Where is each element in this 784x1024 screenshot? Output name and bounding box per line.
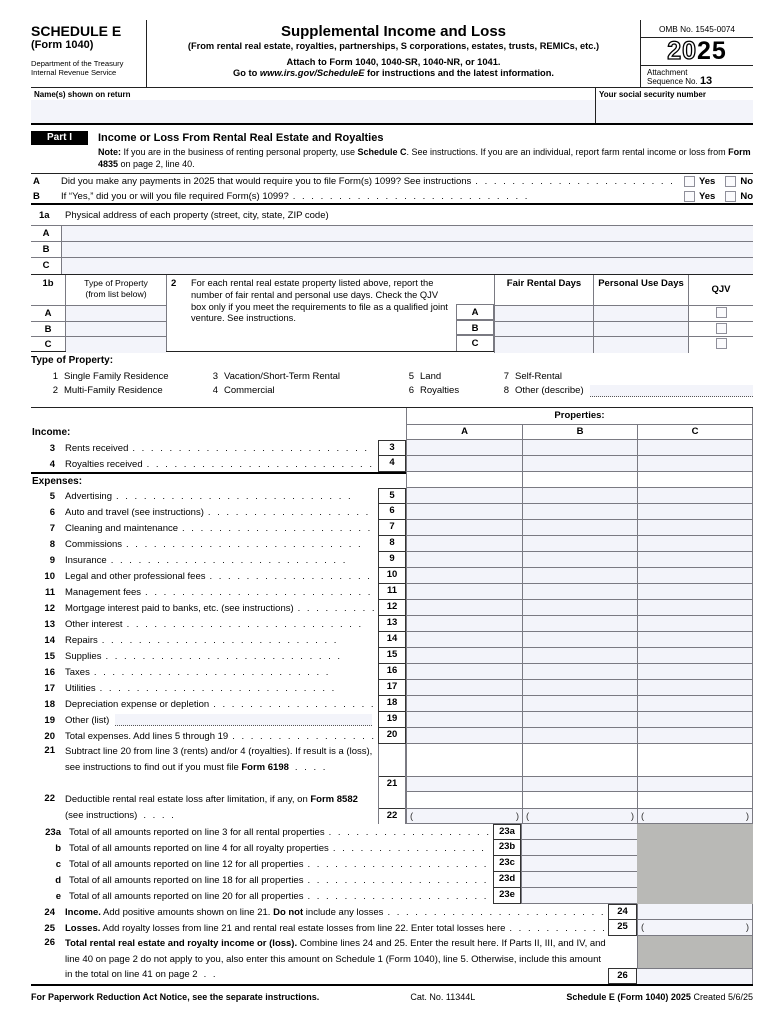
fair-rental-days-column bbox=[494, 275, 593, 351]
line-10-input-a[interactable] bbox=[406, 568, 522, 584]
line-8-input-a[interactable] bbox=[406, 536, 522, 552]
line-23d-row: d Total of all amounts reported on line 18 for all properties . 23d bbox=[31, 872, 753, 888]
line-14-input-b[interactable] bbox=[522, 632, 637, 648]
type-row-labels bbox=[31, 275, 65, 351]
line-22-input-b[interactable]: ( ) bbox=[523, 808, 637, 824]
line-7-input-c[interactable] bbox=[637, 520, 753, 536]
line-2-instruction bbox=[166, 275, 456, 351]
line-17-input-c[interactable] bbox=[637, 680, 753, 696]
row-label: B bbox=[31, 322, 65, 338]
line-4-row: 4 Royalties received . 4 bbox=[31, 456, 753, 472]
personal-use-days-column bbox=[593, 275, 688, 351]
line-19-other-input[interactable] bbox=[115, 714, 372, 726]
line-6-input-c[interactable] bbox=[637, 504, 753, 520]
personal-days-input-b[interactable] bbox=[593, 322, 688, 338]
dot-leader bbox=[132, 443, 374, 454]
omb-number: OMB No. 1545-0074 bbox=[641, 20, 753, 38]
line-7-input-b[interactable] bbox=[522, 520, 637, 536]
yes-label: Yes bbox=[698, 190, 716, 202]
line-4-input-b[interactable] bbox=[522, 456, 637, 472]
income-section-label: Income: bbox=[32, 427, 71, 438]
form-title: Supplemental Income and Loss bbox=[280, 23, 507, 40]
line-11-input-b[interactable] bbox=[522, 584, 637, 600]
line-23b-input[interactable] bbox=[521, 840, 637, 856]
line-19-row: 19 Other (list) 19 bbox=[31, 712, 753, 728]
line-20-input-b[interactable] bbox=[522, 728, 637, 744]
days-row-labels bbox=[456, 275, 494, 351]
line-5-input-b[interactable] bbox=[522, 488, 637, 504]
line-15-row: 15 Supplies . 15 bbox=[31, 648, 753, 664]
line-23a-row: 23a Total of all amounts reported on line 3 for all rental properties . 23a bbox=[31, 824, 753, 840]
line-19-input-b[interactable] bbox=[522, 712, 637, 728]
line-15-input-b[interactable] bbox=[522, 648, 637, 664]
address-row-c bbox=[31, 258, 753, 274]
line-16-input-c[interactable] bbox=[637, 664, 753, 680]
question-a-text: Did you make any payments in 2025 that would require you to file Form(s) 1099? See instructions bbox=[61, 176, 472, 188]
qjv-checkbox-c[interactable] bbox=[716, 338, 727, 349]
type-item-3: 3 Vacation/Short-Term Rental bbox=[212, 370, 340, 382]
type-item-4: 4 Commercial bbox=[212, 385, 275, 397]
attachment-sequence: Attachment Sequence No. 13 bbox=[647, 68, 713, 87]
type-item-5: 5 Land bbox=[408, 370, 442, 382]
year-bold: 25 bbox=[697, 37, 727, 65]
line-14-row: 14 Repairs . 14 bbox=[31, 632, 753, 648]
line-3-label: Rents received bbox=[65, 442, 129, 454]
line-9-row: 9 Insurance . 9 bbox=[31, 552, 753, 568]
shaded-area bbox=[637, 856, 753, 872]
line-21-input-a[interactable] bbox=[407, 776, 522, 792]
personal-days-input-a[interactable] bbox=[593, 306, 688, 322]
qjv-header: QJV bbox=[688, 275, 753, 306]
personal-days-input-c[interactable] bbox=[593, 337, 688, 353]
line-11-input-c[interactable] bbox=[637, 584, 753, 600]
line-18-input-a[interactable] bbox=[406, 696, 522, 712]
line-23d-input[interactable] bbox=[521, 872, 637, 888]
line-19-input-c[interactable] bbox=[637, 712, 753, 728]
line-10-input-b[interactable] bbox=[522, 568, 637, 584]
line-23e-input[interactable] bbox=[521, 888, 637, 904]
form-subtitle: (From rental real estate, royalties, partnerships, S corporations, estates, trusts, REMICs, etc.) bbox=[187, 41, 600, 51]
type-input-a[interactable] bbox=[66, 306, 166, 322]
line-22-label: Deductible rental real estate loss after limitation, if any, on Form 8582 (see instructions) . bbox=[65, 792, 378, 824]
property-col-a: A bbox=[406, 425, 522, 440]
line-2-text: For each rental real estate property listed above, report the number of fair rental and personal use days. Check the QJV box only if you meet the requirements to file as a qualified joint venture. See instructions. bbox=[191, 278, 448, 324]
goto-instruction: Go to www.irs.gov/ScheduleE for instructions and the latest information. bbox=[233, 68, 554, 78]
type-input-b[interactable] bbox=[66, 322, 166, 338]
line-18-input-c[interactable] bbox=[637, 696, 753, 712]
address-table bbox=[31, 225, 753, 274]
line-1b-table bbox=[31, 274, 753, 352]
other-describe-input[interactable] bbox=[590, 385, 753, 397]
properties-title: Properties: bbox=[406, 408, 753, 425]
sequence-number: 13 bbox=[699, 75, 713, 87]
row-label: A bbox=[31, 226, 62, 241]
type-column-header: Type of Property (from list below) bbox=[66, 275, 166, 306]
row-label: A bbox=[31, 306, 65, 322]
question-a-id: A bbox=[33, 176, 40, 188]
row-label: A bbox=[456, 304, 494, 320]
line-8-row: 8 Commissions . 8 bbox=[31, 536, 753, 552]
property-col-c: C bbox=[637, 425, 753, 440]
line-25-input[interactable]: ( ) bbox=[637, 920, 753, 936]
type-list-title: Type of Property: bbox=[31, 355, 114, 366]
address-input-c[interactable] bbox=[62, 258, 753, 274]
dot-leader bbox=[475, 176, 680, 187]
line-4-input-a[interactable] bbox=[406, 456, 522, 472]
form-number: (Form 1040) bbox=[31, 39, 94, 51]
line-7-input-a[interactable] bbox=[406, 520, 522, 536]
line-12-input-b[interactable] bbox=[522, 600, 637, 616]
line-14-input-c[interactable] bbox=[637, 632, 753, 648]
line-13-input-a[interactable] bbox=[406, 616, 522, 632]
line-6-input-b[interactable] bbox=[522, 504, 637, 520]
line-1b-number: 1b bbox=[31, 275, 65, 306]
line-13-row: 13 Other interest . 13 bbox=[31, 616, 753, 632]
name-ssn-row bbox=[31, 88, 753, 125]
form-header bbox=[31, 20, 753, 88]
personal-use-days-header: Personal Use Days bbox=[593, 275, 688, 306]
part1-note: Note: If you are in the business of renting personal property, use Schedule C. See instructions. If you are an individual, report farm rental income or loss from Form 4835 on page 2, line 40. bbox=[31, 145, 753, 174]
catalog-number: Cat. No. 11344L bbox=[410, 992, 476, 1002]
row-label: C bbox=[31, 258, 62, 274]
line-6-input-a[interactable] bbox=[406, 504, 522, 520]
yes-label: Yes bbox=[698, 176, 716, 188]
name-cell bbox=[31, 88, 596, 123]
row-label: B bbox=[456, 320, 494, 336]
line-7-row: 7 Cleaning and maintenance . 7 bbox=[31, 520, 753, 536]
line-16-input-a[interactable] bbox=[406, 664, 522, 680]
line-3-input-c[interactable] bbox=[637, 440, 753, 456]
part1-title: Income or Loss From Rental Real Estate and Royalties bbox=[98, 131, 384, 144]
row-label: C bbox=[456, 335, 494, 351]
question-b-no-checkbox[interactable] bbox=[725, 191, 736, 202]
line-15-input-c[interactable] bbox=[637, 648, 753, 664]
line-1a-header bbox=[31, 205, 753, 225]
line-1a-number: 1a bbox=[39, 209, 50, 221]
line-24-input[interactable] bbox=[637, 904, 753, 920]
line-8-input-c[interactable] bbox=[637, 536, 753, 552]
schedule-name: SCHEDULE E bbox=[31, 23, 122, 39]
no-label: No bbox=[740, 176, 753, 188]
line-25-row: 25 Losses. Add royalty losses from line 21 and rental real estate losses from line 22. Enter total losses here . 25 ( ) bbox=[31, 920, 753, 936]
paperwork-notice: For Paperwork Reduction Act Notice, see the separate instructions. bbox=[31, 992, 320, 1002]
form-footer bbox=[31, 992, 753, 1002]
line-23b-row: b Total of all amounts reported on line 4 for all royalty properties . 23b bbox=[31, 840, 753, 856]
ssn-input[interactable] bbox=[596, 100, 753, 123]
name-label: Name(s) shown on return bbox=[34, 90, 131, 99]
form-footer-id: Schedule E (Form 1040) 2025 Created 5/6/25 bbox=[566, 992, 753, 1002]
line-22-input-a[interactable]: ( ) bbox=[407, 808, 522, 824]
question-a-no-checkbox[interactable] bbox=[725, 176, 736, 187]
shaded-area bbox=[637, 824, 753, 840]
question-a-row bbox=[31, 174, 753, 190]
questions-block bbox=[31, 174, 753, 205]
line-16-row: 16 Taxes . 16 bbox=[31, 664, 753, 680]
line-20-input-a[interactable] bbox=[406, 728, 522, 744]
line-4-input-c[interactable] bbox=[637, 456, 753, 472]
line-21-input-c[interactable] bbox=[638, 776, 752, 792]
line-13-input-b[interactable] bbox=[522, 616, 637, 632]
type-input-c[interactable] bbox=[66, 337, 166, 353]
dot-leader bbox=[293, 191, 680, 202]
line-5-input-a[interactable] bbox=[406, 488, 522, 504]
line-21-input-b[interactable] bbox=[523, 776, 637, 792]
line-18-input-b[interactable] bbox=[522, 696, 637, 712]
line-24-row: 24 Income. Add positive amounts shown on line 21. Do not include any losses . 24 bbox=[31, 904, 753, 920]
line-3-input-a[interactable] bbox=[406, 440, 522, 456]
properties-abc-row bbox=[31, 425, 753, 440]
type-of-property-column bbox=[65, 275, 166, 351]
row-label: B bbox=[31, 242, 62, 257]
address-input-a[interactable] bbox=[62, 226, 753, 241]
dot-leader bbox=[147, 459, 374, 470]
line-23a-input[interactable] bbox=[521, 824, 637, 840]
line-5-row: 5 Advertising . 5 bbox=[31, 488, 753, 504]
shaded-area bbox=[637, 872, 753, 888]
line-11-input-a[interactable] bbox=[406, 584, 522, 600]
line-3-row: 3 Rents received . 3 bbox=[31, 440, 753, 456]
address-row-b bbox=[31, 242, 753, 258]
line-10-input-c[interactable] bbox=[637, 568, 753, 584]
attach-instruction: Attach to Form 1040, 1040-SR, 1040-NR, or 1041. bbox=[286, 57, 501, 67]
line-23c-row: c Total of all amounts reported on line 12 for all properties . 23c bbox=[31, 856, 753, 872]
line-24-label: Income. Add positive amounts shown on line 21. Do not include any losses bbox=[65, 906, 384, 918]
question-b-text: If “Yes,” did you or will you file required Form(s) 1099? bbox=[61, 190, 289, 202]
line-12-row: 12 Mortgage interest paid to banks, etc. (see instructions) . 12 bbox=[31, 600, 753, 616]
line-23e-row: e Total of all amounts reported on line 20 for all properties . 23e bbox=[31, 888, 753, 904]
line-18-row: 18 Depreciation expense or depletion . 18 bbox=[31, 696, 753, 712]
omb-year-block bbox=[641, 20, 753, 87]
line-26-label: Total rental real estate and royalty income or (loss). Combine lines 24 and 25. Enter the result here. If Parts II, III, and IV, and line 40 on page 2 do not apply to you, also enter this amount on Schedule 1 (Form 1040), line 5. Otherwise, include this amount in the total on line 41 on page 2 . . bbox=[65, 936, 608, 984]
line-11-row: 11 Management fees . 11 bbox=[31, 584, 753, 600]
type-item-2: 2 Multi-Family Residence bbox=[52, 385, 163, 397]
line-21-label: Subtract line 20 from line 3 (rents) and/or 4 (royalties). If result is a (loss), see instructions to find out if you must file Form 6198 . bbox=[65, 744, 378, 792]
line-9-input-b[interactable] bbox=[522, 552, 637, 568]
line-10-row: 10 Legal and other professional fees . 10 bbox=[31, 568, 753, 584]
question-b-id: B bbox=[33, 190, 40, 202]
fair-days-input-c[interactable] bbox=[494, 337, 593, 353]
qjv-checkbox-b[interactable] bbox=[716, 323, 727, 334]
type-item-6: 6 Royalties bbox=[408, 385, 460, 397]
line-16-input-b[interactable] bbox=[522, 664, 637, 680]
line-17-input-b[interactable] bbox=[522, 680, 637, 696]
form-id-block bbox=[31, 20, 147, 87]
shaded-area bbox=[637, 936, 753, 968]
line-20-input-c[interactable] bbox=[637, 728, 753, 744]
shaded-area bbox=[637, 840, 753, 856]
tax-year bbox=[641, 38, 753, 66]
shaded-area bbox=[637, 888, 753, 904]
type-item-7: 7 Self-Rental bbox=[503, 370, 562, 382]
fair-days-input-a[interactable] bbox=[494, 306, 593, 322]
line-12-input-a[interactable] bbox=[406, 600, 522, 616]
line-2-number: 2 bbox=[171, 278, 177, 289]
line-14-input-a[interactable] bbox=[406, 632, 522, 648]
fair-days-input-b[interactable] bbox=[494, 322, 593, 338]
ssn-cell bbox=[596, 88, 753, 123]
dept-irs: Internal Revenue Service bbox=[31, 68, 117, 77]
year-outline: 20 bbox=[667, 37, 697, 65]
question-a-yes-checkbox[interactable] bbox=[684, 176, 695, 187]
line-6-row: 6 Auto and travel (see instructions) . 6 bbox=[31, 504, 753, 520]
question-b-yes-checkbox[interactable] bbox=[684, 191, 695, 202]
line-5-input-c[interactable] bbox=[637, 488, 753, 504]
expenses-section-label: Expenses: bbox=[31, 472, 378, 488]
fair-rental-days-header: Fair Rental Days bbox=[494, 275, 593, 306]
line-8-input-b[interactable] bbox=[522, 536, 637, 552]
type-item-8: 8 Other (describe) bbox=[499, 385, 753, 397]
line-23c-input[interactable] bbox=[521, 856, 637, 872]
ssn-label: Your social security number bbox=[599, 90, 706, 99]
properties-header-row bbox=[31, 408, 753, 425]
line-4-label: Royalties received bbox=[65, 458, 143, 470]
form-title-block bbox=[147, 20, 641, 87]
name-input[interactable] bbox=[31, 100, 595, 123]
line-26-input[interactable] bbox=[637, 968, 753, 984]
line-19-input-a[interactable] bbox=[406, 712, 522, 728]
income-expense-table bbox=[31, 407, 753, 986]
no-label: No bbox=[740, 190, 753, 202]
line-22-input-c[interactable]: ( ) bbox=[638, 808, 752, 824]
line-22-row: 22 Deductible rental real estate loss after limitation, if any, on Form 8582 (see instructions) . 22 ( ) ( ) ( ) bbox=[31, 792, 753, 824]
row-label: C bbox=[44, 339, 52, 351]
line-17-input-a[interactable] bbox=[406, 680, 522, 696]
dept-treasury: Department of the Treasury bbox=[31, 59, 124, 68]
line-1a-label: Physical address of each property (street, city, state, ZIP code) bbox=[65, 209, 329, 221]
qjv-checkbox-a[interactable] bbox=[716, 307, 727, 318]
type-of-property-list bbox=[31, 355, 753, 398]
question-b-row bbox=[31, 190, 753, 206]
expenses-header-row bbox=[31, 472, 753, 488]
line-9-input-a[interactable] bbox=[406, 552, 522, 568]
line-26-row: 26 Total rental real estate and royalty income or (loss). Combine lines 24 and 25. Enter the result here. If Parts II, III, and IV, and line 40 on page 2 do not apply to you, also enter this amount on Schedule 1 (Form 1040), line 5. Otherwise, include this amount in the total on line 41 on page 2 . . 26 bbox=[31, 936, 753, 984]
line-12-input-c[interactable] bbox=[637, 600, 753, 616]
address-row-a bbox=[31, 226, 753, 242]
part1-badge: Part I bbox=[31, 131, 88, 145]
line-13-input-c[interactable] bbox=[637, 616, 753, 632]
line-9-input-c[interactable] bbox=[637, 552, 753, 568]
line-17-row: 17 Utilities . 17 bbox=[31, 680, 753, 696]
line-3-input-b[interactable] bbox=[522, 440, 637, 456]
line-20-row: 20 Total expenses. Add lines 5 through 19 . 20 bbox=[31, 728, 753, 744]
address-input-b[interactable] bbox=[62, 242, 753, 257]
property-col-b: B bbox=[522, 425, 637, 440]
line-21-row: 21 Subtract line 20 from line 3 (rents) and/or 4 (royalties). If result is a (loss), see instructions to find out if you must file Form 6198 . 21 bbox=[31, 744, 753, 792]
part1-header bbox=[31, 130, 753, 145]
line-15-input-a[interactable] bbox=[406, 648, 522, 664]
line-25-label: Losses. Add royalty losses from line 21 and rental real estate losses from line 22. Enter total losses here bbox=[65, 922, 506, 934]
qjv-column bbox=[688, 275, 753, 351]
type-item-1: 1 Single Family Residence bbox=[52, 370, 169, 382]
